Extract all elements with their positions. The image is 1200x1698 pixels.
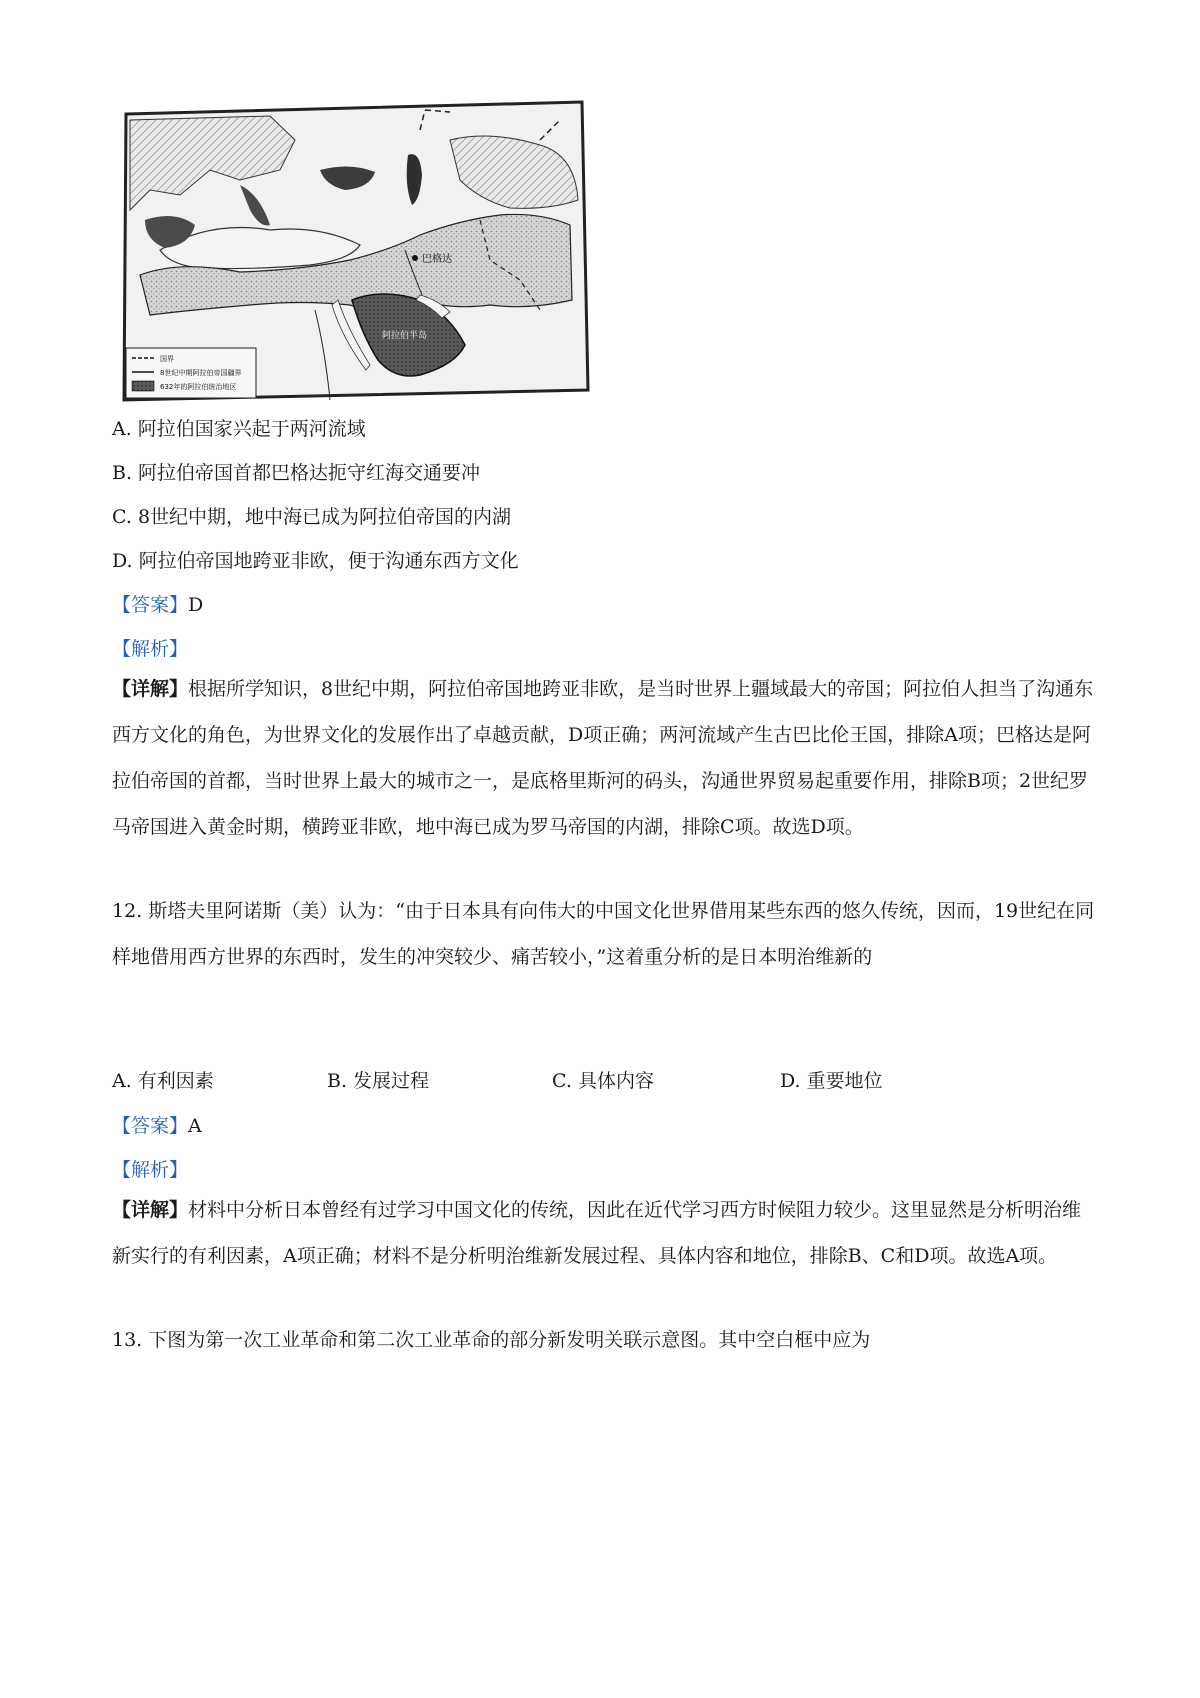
q12-option-b: B. 发展过程 — [327, 1070, 430, 1092]
q11-option-b: B. 阿拉伯帝国首都巴格达扼守红海交通要冲 — [112, 462, 481, 484]
q12-detail-text: 材料中分析日本曾经有过学习中国文化的传统，因此在近代学习西方时候阻力较少。这里显然是分析明治维新实行的有利因素，A项正确；材料不是分析明治维新发展过程、具体内容和地位，排除B、C和D项。故选A项。 — [112, 1199, 1082, 1267]
q12-analysis-tag: 【解析】 — [112, 1159, 189, 1181]
q11-answer-value: D — [188, 594, 204, 616]
map-legend-8th-century: 8世纪中期阿拉伯帝国疆界 — [160, 369, 242, 377]
map-figure — [120, 100, 590, 430]
q11-option-a: A. 阿拉伯国家兴起于两河流域 — [112, 418, 366, 440]
q12-answer — [112, 1111, 202, 1138]
map-label-baghdad: 巴格达 — [422, 254, 452, 265]
q11-detail-tag: 【详解】 — [112, 678, 189, 700]
q13-stem: 13. 下图为第一次工业革命和第二次工业革命的部分新发明关联示意图。其中空白框中应为 — [112, 1329, 871, 1351]
q12-detail — [112, 1187, 1100, 1279]
map-legend-632: 632年的阿拉伯统治地区 — [160, 383, 237, 391]
q11-answer-tag: 【答案】 — [112, 594, 189, 616]
q11-analysis-tag: 【解析】 — [112, 638, 189, 660]
q12-stem: 12. 斯塔夫里阿诺斯（美）认为：“由于日本具有向伟大的中国文化世界借用某些东西的悠久传统，因而，19世纪在同样地借用西方世界的东西时，发生的冲突较少、痛苦较小，”这着重分析的是日本明治维新的 — [112, 900, 1095, 968]
map-legend-border: 国界 — [160, 355, 174, 363]
q12-option-c: C. 具体内容 — [552, 1070, 654, 1092]
q12-answer-value: A — [188, 1115, 202, 1137]
q12-option-a: A. 有利因素 — [112, 1070, 214, 1092]
q12-detail-tag: 【详解】 — [112, 1199, 189, 1221]
q11-option-c: C. 8世纪中期，地中海已成为阿拉伯帝国的内湖 — [112, 506, 512, 528]
q11-option-d: D. 阿拉伯帝国地跨亚非欧，便于沟通东西方文化 — [112, 550, 519, 572]
map-of-arab-empire — [120, 100, 590, 430]
q11-detail — [112, 666, 1100, 850]
q12-options — [112, 1066, 1112, 1106]
map-label-arabian-peninsula: 阿拉伯半岛 — [382, 331, 428, 341]
q12-answer-tag: 【答案】 — [112, 1115, 189, 1137]
q11-answer — [112, 590, 203, 617]
q11-detail-text: 根据所学知识，8世纪中期，阿拉伯帝国地跨亚非欧，是当时世界上疆域最大的帝国；阿拉伯人担当了沟通东西方文化的角色，为世界文化的发展作出了卓越贡献，D项正确；两河流域产生古巴比伦王国，排除A项；巴格达是阿拉伯帝国的首都，当时世界上最大的城市之一，是底格里斯河的码头，沟通世界贸易起重要作用，排除B项；2世纪罗马帝国进入黄金时期，横跨亚非欧，地中海已成为罗马帝国的内湖，排除C项。故选D项。 — [112, 678, 1094, 838]
q12-option-d: D. 重要地位 — [780, 1070, 883, 1092]
